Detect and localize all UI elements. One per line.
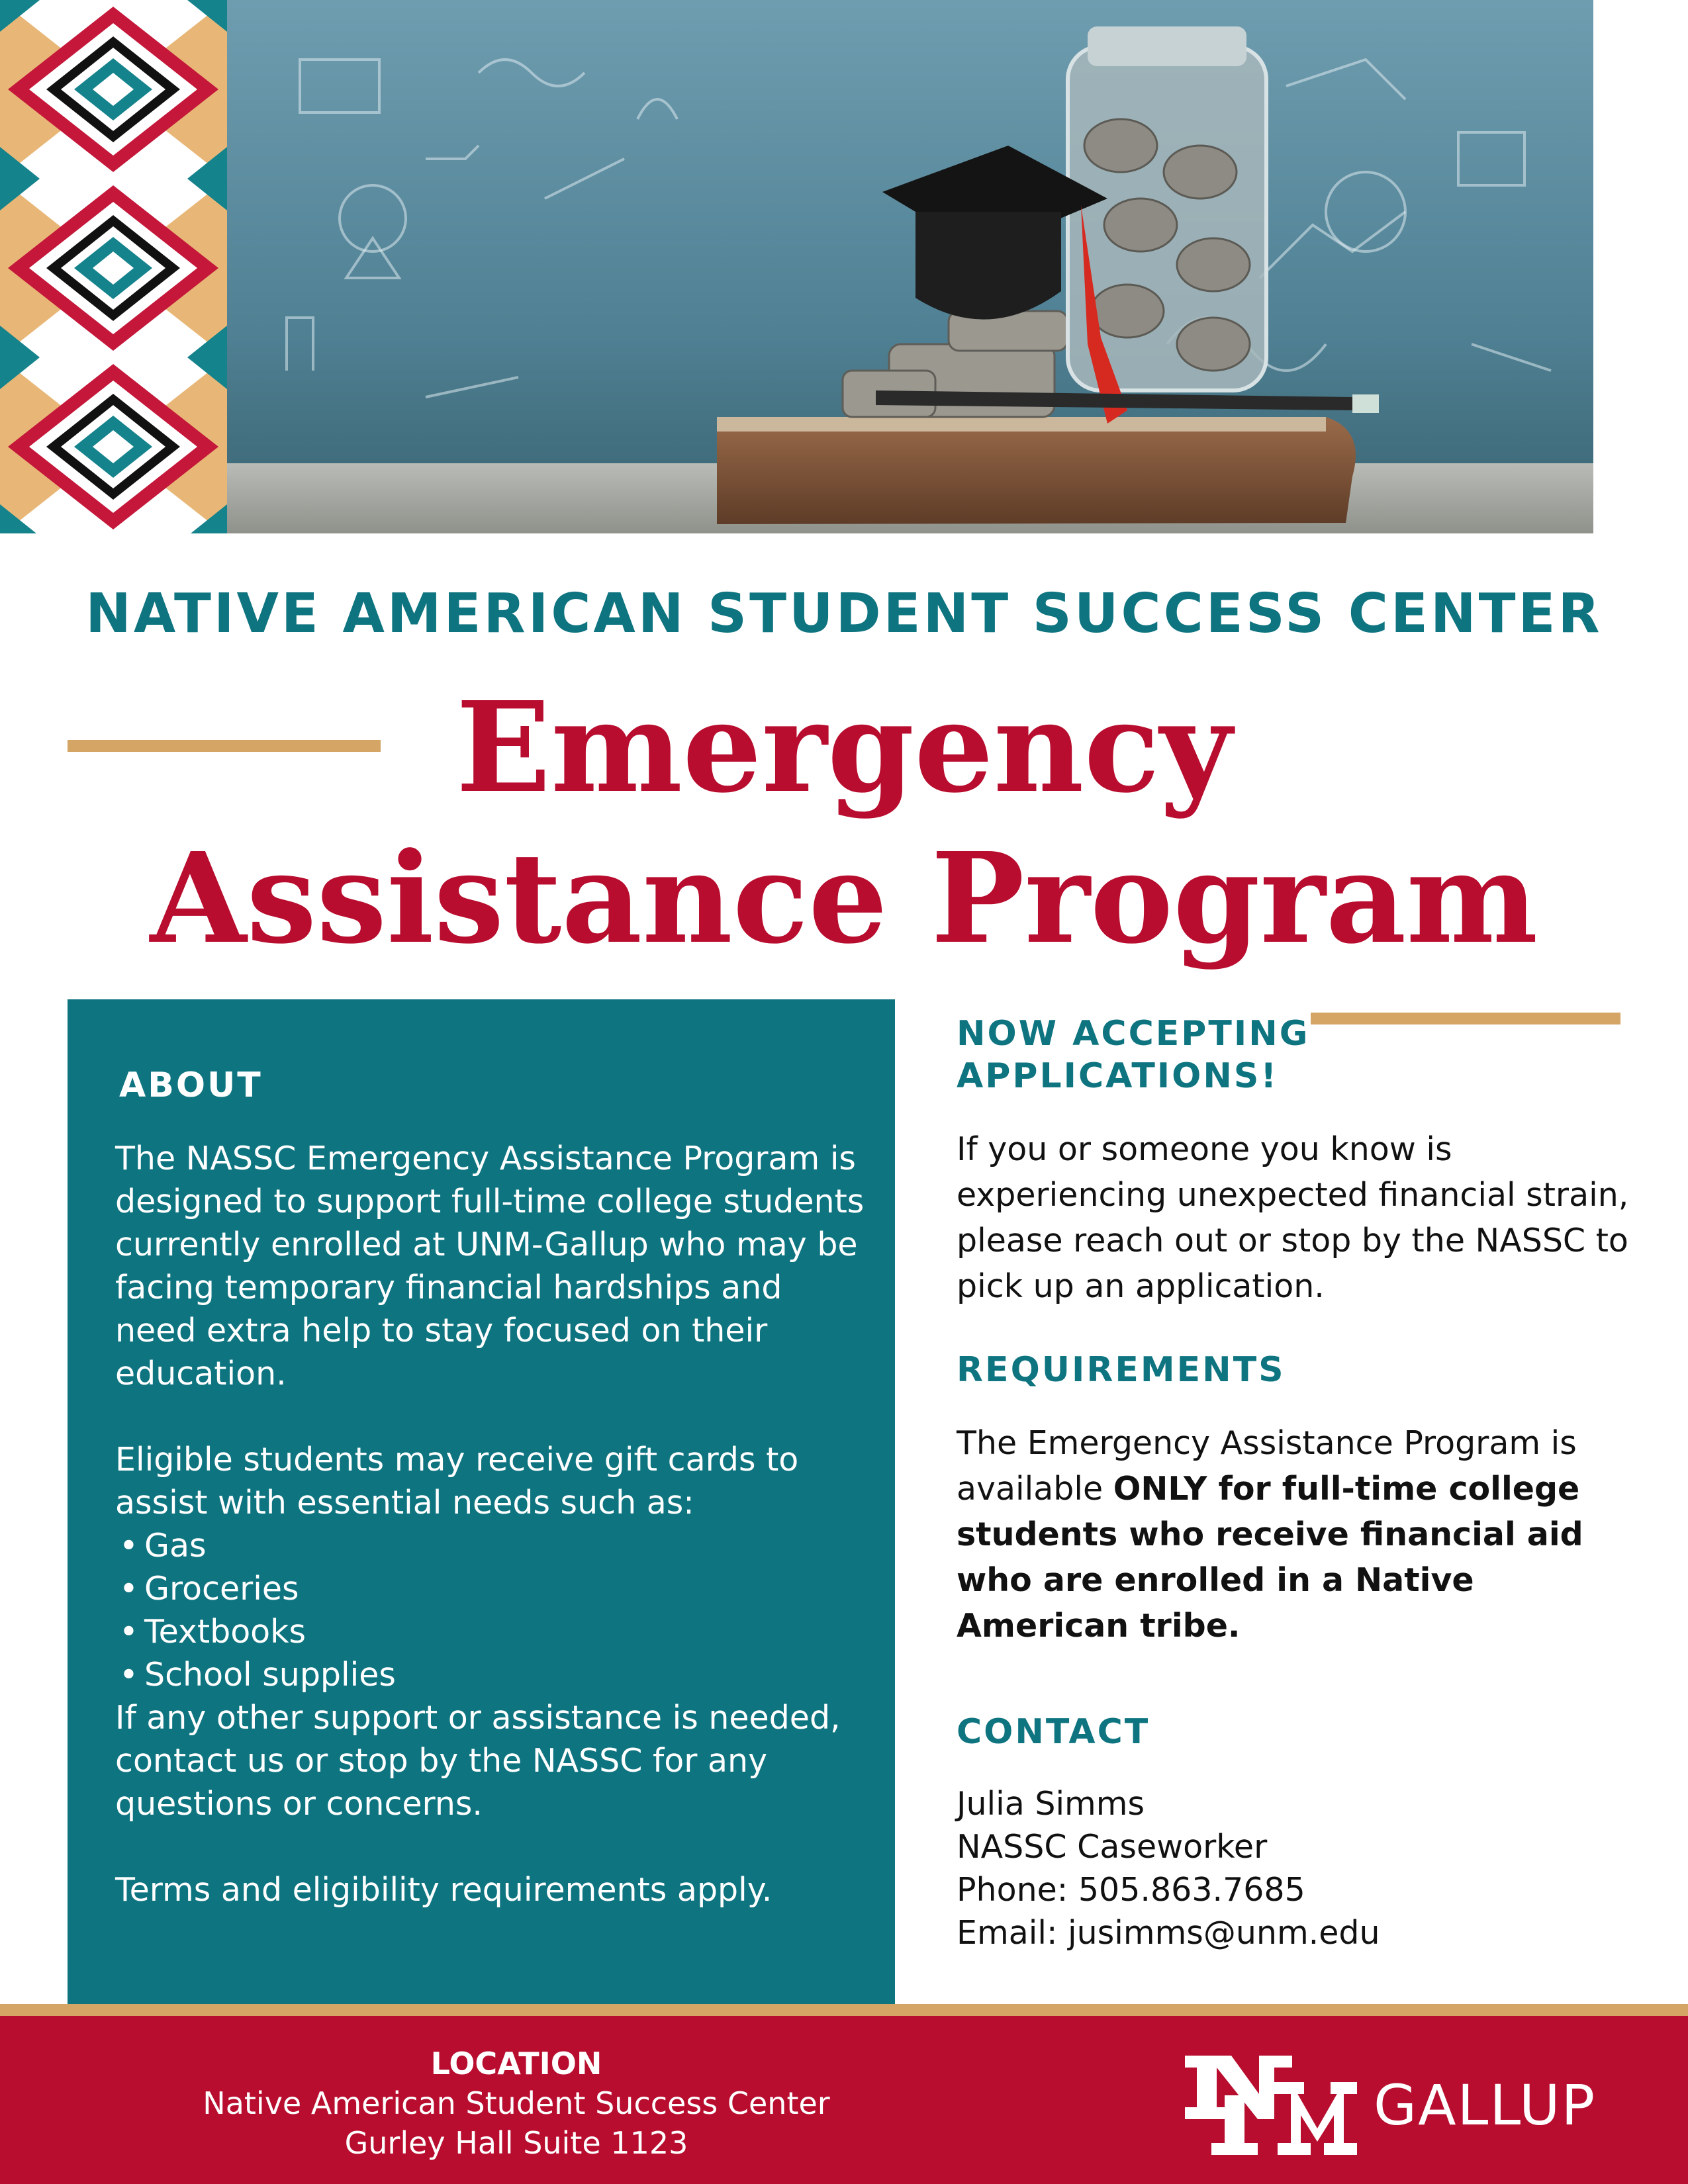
location-line-1: Native American Student Success Center bbox=[203, 2085, 830, 2121]
about-panel bbox=[68, 999, 895, 2011]
list-item-school-supplies: • School supplies bbox=[115, 1653, 870, 1696]
about-paragraph-1: The NASSC Emergency Assistance Program is designed to support full-time college students currently enrolled at UNM-Gallup who may be facing temporary financial hardships and need extra help to stay focused on their education. bbox=[115, 1140, 865, 1392]
list-item-groceries: • Groceries bbox=[115, 1567, 870, 1610]
accepting-heading-line-2: APPLICATIONS! bbox=[957, 1056, 1279, 1096]
contact-email[interactable]: Email: jusimms@unm.edu bbox=[957, 1914, 1380, 1952]
contact-role: NASSC Caseworker bbox=[957, 1828, 1268, 1866]
about-body bbox=[115, 1137, 870, 1911]
accepting-heading-line-1: NOW ACCEPTING bbox=[957, 1014, 1310, 1054]
org-heading: NATIVE AMERICAN STUDENT SUCCESS CENTER bbox=[85, 582, 1603, 645]
hero-photo-coin-jar-graduation-cap bbox=[227, 0, 1593, 533]
location-heading: LOCATION bbox=[430, 2046, 602, 2081]
requirements-text-bold: ONLY for full-time college students who receive financial aid who are enrolled in a Native American tribe. bbox=[957, 1470, 1583, 1645]
requirements-text bbox=[957, 1420, 1652, 1649]
requirements-text-plain: The Emergency Assistance Program is available bbox=[957, 1424, 1577, 1508]
location-block bbox=[106, 2044, 927, 2163]
about-paragraph-2: Eligible students may receive gift cards to assist with essential needs such as: bbox=[115, 1441, 799, 1522]
title-line-1: Emergency bbox=[455, 674, 1233, 821]
footer-gold-band bbox=[0, 2004, 1688, 2016]
native-pattern-left bbox=[0, 0, 227, 533]
hero-banner bbox=[0, 0, 1688, 533]
needs-list bbox=[115, 1524, 870, 1696]
about-heading: ABOUT bbox=[119, 1066, 263, 1105]
contact-phone[interactable]: Phone: 505.863.7685 bbox=[957, 1871, 1305, 1909]
unm-logo-icon bbox=[1185, 2056, 1357, 2155]
accepting-text: If you or someone you know is experiencing unexpected financial strain, please reach out or stop by the NASSC to pick up an application. bbox=[957, 1130, 1629, 1305]
footer bbox=[0, 2016, 1688, 2184]
contact-details bbox=[957, 1782, 1652, 1954]
requirements-heading: REQUIREMENTS bbox=[957, 1350, 1286, 1390]
about-paragraph-3: If any other support or assistance is needed, contact us or stop by the NASSC for any questions or concerns. bbox=[115, 1699, 841, 1823]
contact-heading: CONTACT bbox=[957, 1712, 1150, 1752]
contact-name: Julia Simms bbox=[957, 1785, 1145, 1823]
about-paragraph-4: Terms and eligibility requirements apply. bbox=[115, 1871, 773, 1909]
list-item-textbooks: • Textbooks bbox=[115, 1610, 870, 1653]
title-line-2: Assistance Program bbox=[150, 825, 1538, 972]
logo-text: GALLUP bbox=[1374, 2073, 1597, 2138]
location-line-2: Gurley Hall Suite 1123 bbox=[344, 2125, 688, 2161]
list-item-gas: • Gas bbox=[115, 1524, 870, 1567]
info-column bbox=[957, 1013, 1652, 1954]
